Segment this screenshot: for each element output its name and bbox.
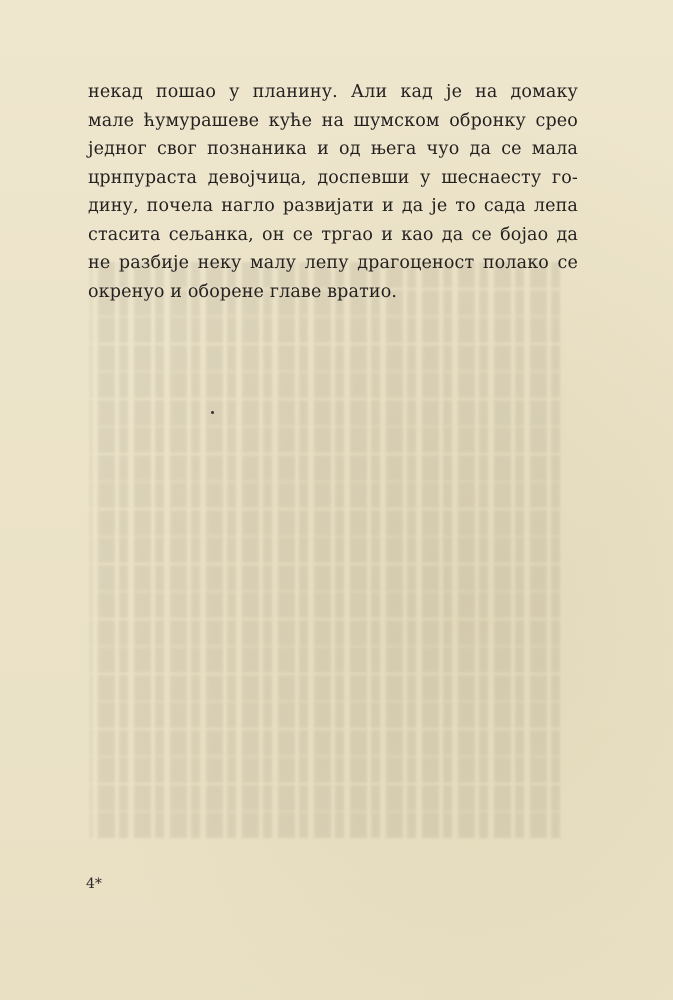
text-line: црнпураста девојчица, доспевши у шеснаесту го- — [88, 167, 578, 188]
text-line: дину, почела нагло развијати и да је то сада лепа — [88, 196, 578, 216]
text-line: некад пошао у планину. Али кад је на домаку — [88, 82, 578, 102]
section-dot — [211, 411, 214, 414]
reverse-side-bleed-through — [90, 262, 560, 852]
body-text — [88, 78, 578, 306]
text-line: једног свог познаника и од њега чуо да се мала — [88, 139, 578, 159]
text-line: не разбије неку малу лепу драгоценост полако се — [88, 253, 578, 273]
text-line: стасита сељанка, он се тргао и као да се бојао да — [88, 224, 578, 245]
text-line: окренуо и оборене главе вратио. — [88, 281, 398, 302]
text-line: мале ћумурашеве куће на шумском обронку срео — [88, 110, 578, 131]
signature-mark: 4* — [86, 876, 102, 892]
